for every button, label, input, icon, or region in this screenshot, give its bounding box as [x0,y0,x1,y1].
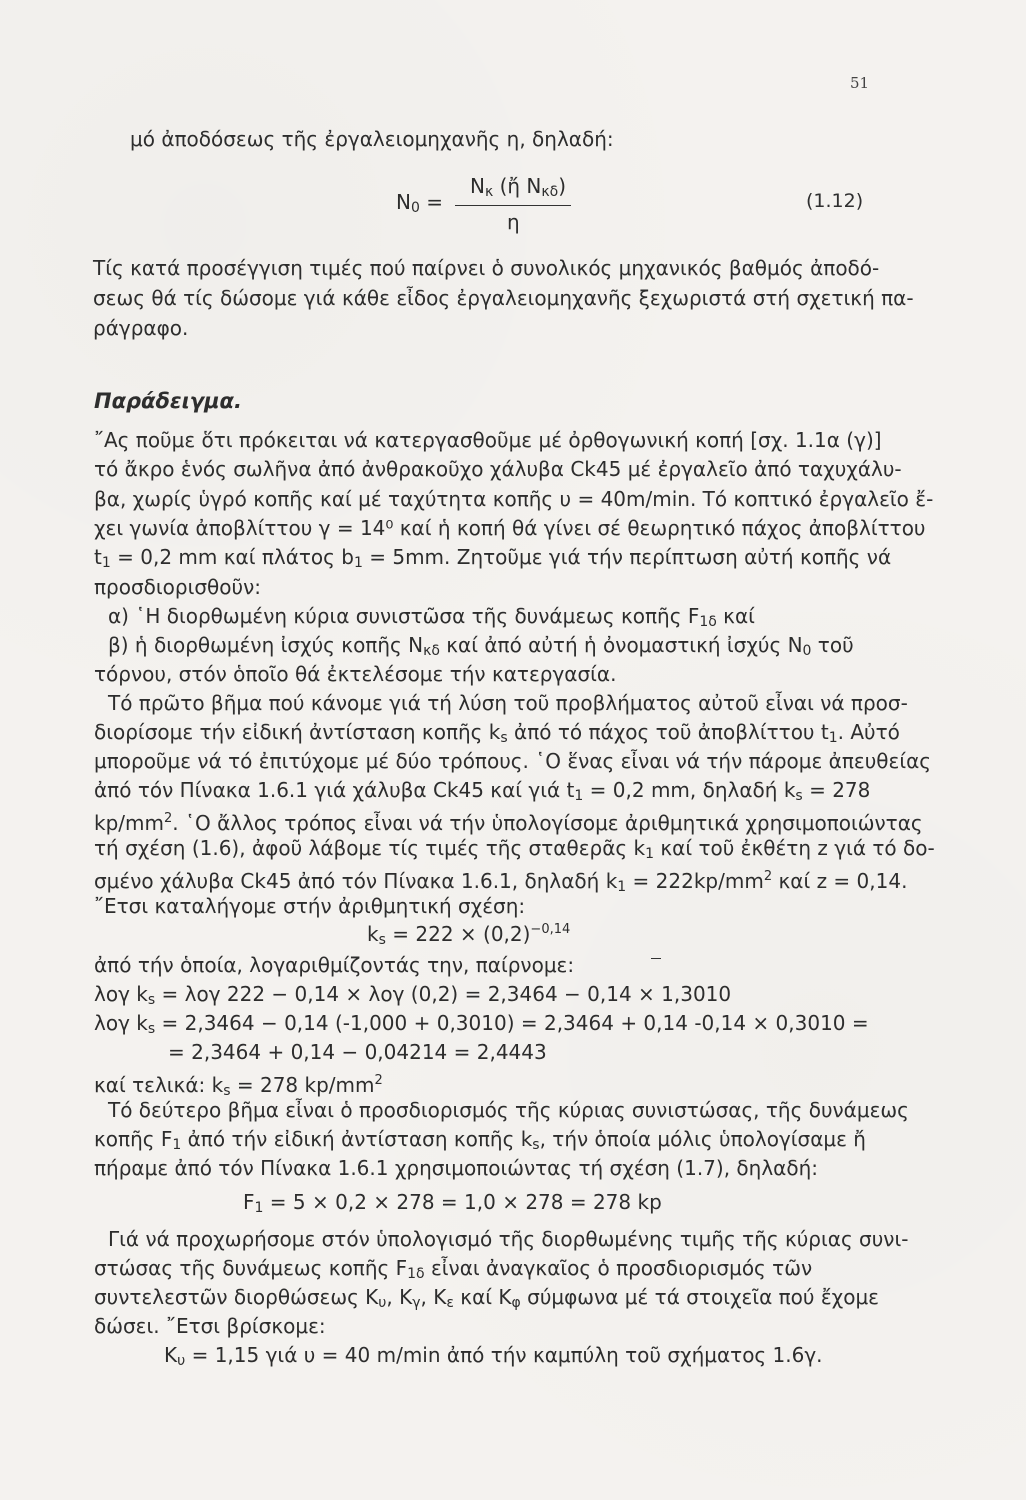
page-number: 51 [850,74,870,92]
p3-l2-sub1: s [500,730,508,746]
log-line-2 [94,1010,869,1042]
p3-l7-sup: 2 [763,869,773,884]
p6-l3-a: συντελεστῶν διορθώσεως K [94,1285,379,1309]
item-a-end: καί [716,604,755,628]
eq2-exp: −0,14 [530,922,571,937]
equation-1-number: (1.12) [806,190,864,212]
p6-l3-sub4: φ [511,1295,521,1311]
p3-l6-a: τή σχέση (1.6), ἀφοῦ λάβομε τίς τιμές τῆς σταθερᾶς k [94,836,646,860]
p5-l2-e: , τήν ὁποία μόλις ὑπολογίσαμε ἤ [539,1127,866,1151]
paragraph-3-line-6 [94,835,935,867]
p3-l7-a: σμένο χάλυβα Ck45 ἀπό τόν Πίνακα 1.6.1, δηλαδή k [94,869,618,893]
paragraph-2-line-6: προσδιορισθοῦν: [94,575,261,599]
item-b-middle: καί ἀπό αὐτή ἡ ὀνομαστική ἰσχύς N [439,633,803,657]
equation-2 [367,922,570,948]
eq4-k: K [164,1343,178,1367]
equation-3 [243,1190,662,1216]
equation-1-denominator: η [507,210,520,234]
equation-1-numerator [470,174,566,200]
paragraph-6-line-2 [94,1255,812,1287]
paragraph-1-line-3: ράγραφο. [93,316,189,340]
equation-4 [164,1343,823,1369]
final-sup: 2 [374,1073,383,1088]
section-heading: Παράδειγμα. [94,389,242,413]
line-1: μό ἀποδόσεως τῆς ἐργαλειομηχανῆς η, δηλαδή: [130,127,614,151]
final-c: = 278 kp/mm [230,1073,375,1097]
paragraph-6-line-3 [94,1284,879,1316]
p6-l2-c: εἶναι ἀναγκαῖος ὁ προσδιορισμός τῶν [424,1256,813,1280]
p2-t-symbol: t [94,545,102,569]
log1-sub: s [147,992,156,1008]
final-a: καί τελικά: k [94,1073,224,1097]
eq2-sub: s [378,932,386,948]
paragraph-5-line-1: Τό δεύτερο βῆμα εἶναι ὁ προσδιορισμός τῆς κύριας συνιστώσας, τῆς δυνάμεως [108,1098,909,1122]
p3-l2-c: ἀπό τό πάχος τοῦ ἀποβλίττου t [507,720,829,744]
p3-l4-c: = 0,2 mm, δηλαδή k [583,778,796,802]
p2-line-5-middle: = 0,2 mm καί πλάτος b [110,545,354,569]
eq2-main: = 222 × (0,2) [385,922,531,946]
eq1-num-symbol: N [470,174,485,198]
log-line-3: = 2,3464 + 0,14 − 0,04214 = 2,4443 [168,1040,547,1064]
eq4-main: = 1,15 γιά υ = 40 m/min ἀπό τήν καμπύλη τοῦ σχήματος 1.6γ. [185,1343,823,1367]
item-b-end: τοῦ [811,633,854,657]
final-sub: s [223,1083,231,1099]
eq1-equals: = [426,190,444,214]
eq3-sub: 1 [254,1200,264,1216]
p3-l6-sub: 1 [645,846,654,862]
p3-l5-c: . ῾Ο ἄλλος τρόπος εἶναι νά τήν ὑπολογίσομε ἀριθμητικά χρησιμοποιώντας [172,811,923,835]
eq3-f: F [243,1190,255,1214]
p6-l3-i: σύμφωνα μέ τά στοιχεῖα πού ἔχομε [520,1285,879,1309]
paragraph-3-line-4 [94,777,870,809]
equation-1-fraction-line [455,205,571,206]
p6-l3-sub1: υ [378,1295,387,1311]
eq1-lhs-symbol: N [396,190,411,214]
p5-l2-sub1: 1 [172,1137,182,1153]
p3-l4-a: ἀπό τόν Πίνακα 1.6.1 γιά χάλυβα Ck45 καί γιά t [94,778,575,802]
p3-l5-sup: 2 [163,811,173,826]
p3-l4-sub2: s [795,788,803,804]
p6-l3-sub3: ε [446,1295,454,1311]
paragraph-2-item-b [108,632,854,664]
p3-l2-a: διορίσομε τήν εἰδική ἀντίσταση κοπῆς k [94,720,501,744]
paragraph-4-line-1: ἀπό τήν ὁποία, λογαριθμίζοντάς την, παίρνομε: [94,953,575,977]
log-line-1 [94,981,731,1013]
paragraph-2-item-a [108,603,755,635]
log1-c: = λογ 222 − 0,14 × λογ (0,2) = 2,3464 − 0,14 × 1,3010 [155,982,732,1006]
equation-1-lhs [396,190,443,216]
p6-l3-sub2: γ [412,1295,421,1311]
log2-a: λογ k [94,1011,148,1035]
paragraph-2-line-4: χει γωνία ἀποβλίττου γ = 14⁰ καί ἡ κοπή θά γίνει σέ θεωρητικό πάχος ἀποβλίττου [94,516,926,540]
paragraph-2-line-3: βα, χωρίς ὑγρό κοπῆς καί μέ ταχύτητα κοπῆς υ = 40m/min. Τό κοπτικό ἐργαλεῖο ἔ- [94,487,934,511]
p6-l2-sub: 1δ [407,1266,425,1282]
p3-l2-sub2: 1 [828,730,838,746]
p3-l6-c: καί τοῦ ἐκθέτη z γιά τό δο- [654,836,935,860]
paragraph-2-line-2: τό ἄκρο ἑνός σωλῆνα ἀπό ἀνθρακοῦχο χάλυβα Ck45 μέ ἐργαλεῖο ἀπό ταχυχάλυ- [94,457,902,481]
p5-l2-sub2: s [532,1137,540,1153]
p6-l2-a: στώσας τῆς δυνάμεως κοπῆς F [94,1256,408,1280]
paragraph-3-line-8: ῎Ετσι καταλήγομε στήν ἀριθμητική σχέση: [94,894,526,918]
p3-l5-a: kp/mm [94,811,164,835]
p3-l2-e: . Αὐτό [837,720,900,744]
p6-l3-g: καί K [453,1285,512,1309]
p6-l3-e: , K [420,1285,447,1309]
log2-c: = 2,3464 − 0,14 (-1,000 + 0,3010) = 2,3464 + 0,14 -0,14 × 0,3010 = [155,1011,869,1035]
paragraph-1-line-2: σεως θά τίς δώσομε γιά κάθε εἶδος ἐργαλειομηχανῆς ξεχωριστά στή σχετική πα- [93,286,914,310]
paragraph-2-line-5 [94,544,891,576]
paragraph-1-line-1: Τίς κατά προσέγγιση τιμές πού παίρνει ὁ συνολικός μηχανικός βαθμός ἀποδό- [93,256,880,280]
eq1-num-rest-sub: κδ [541,184,559,200]
paragraph-6-line-1: Γιά νά προχωρήσομε στόν ὑπολογισμό τῆς διορθωμένης τιμῆς τῆς κύριας συνι- [108,1227,909,1251]
item-b-sub2: 0 [802,643,812,659]
eq1-num-rest: (ἤ N [499,174,542,198]
eq1-num-sub: κ [484,184,494,200]
paragraph-3-line-5 [94,806,923,836]
item-b-text: β) ἡ διορθωμένη ἰσχύς κοπῆς N [108,633,424,657]
p2-b-sub: 1 [353,555,363,571]
eq4-sub: υ [177,1353,186,1369]
paragraph-3-line-2 [94,719,900,751]
paragraph-5-line-2 [94,1126,866,1158]
log1-a: λογ k [94,982,148,1006]
eq1-lhs-sub: 0 [410,200,420,216]
p5-l2-c: ἀπό τήν εἰδική ἀντίσταση κοπῆς k [181,1127,533,1151]
item-a-sub: 1δ [699,614,717,630]
p2-line-5-end: = 5mm. Ζητοῦμε γιά τήν περίπτωση αὐτή κοπῆς νά [362,545,892,569]
p5-l2-a: κοπῆς F [94,1127,173,1151]
log2-sub: s [147,1021,156,1037]
item-a-text: α) ῾Η διορθωμένη κύρια συνιστῶσα τῆς δυνάμεως κοπῆς F [108,604,700,628]
p3-l7-e: καί z = 0,14. [772,869,908,893]
p3-l4-e: = 278 [802,778,871,802]
eq2-k: k [367,922,379,946]
item-b-sub: κδ [423,643,440,659]
p3-l4-sub1: 1 [574,788,584,804]
eq1-num-rest-end: ) [558,174,567,198]
p3-l7-sub: 1 [617,879,627,895]
overbar-mark [651,958,661,959]
p3-l7-c: = 222kp/mm [626,869,764,893]
paragraph-3-line-1: Τό πρῶτο βῆμα πού κάνομε γιά τή λύση τοῦ προβλήματος αὐτοῦ εἶναι νά προσ- [108,691,908,715]
p6-l3-c: , K [386,1285,413,1309]
paragraph-2-line-9: τόρνου, στόν ὁποῖο θά ἐκτελέσομε τήν κατεργασία. [94,662,617,686]
eq3-main: = 5 × 0,2 × 278 = 1,0 × 278 = 278 kp [263,1190,662,1214]
paragraph-6-line-4: δώσει. ῎Ετσι βρίσκομε: [94,1314,326,1338]
paragraph-3-line-3: μποροῦμε νά τό ἐπιτύχομε μέ δύο τρόπους. ῾Ο ἕνας εἶναι νά τήν πάρομε ἀπευθείας [94,749,932,773]
p2-t-sub: 1 [101,555,111,571]
paragraph-2-line-1: ῎Ας ποῦμε ὅτι πρόκειται νά κατεργασθοῦμε μέ ὀρθογωνική κοπή [σχ. 1.1α (γ)] [94,428,882,452]
paragraph-5-line-3: πήραμε ἀπό τόν Πίνακα 1.6.1 χρησιμοποιώντας τή σχέση (1.7), δηλαδή: [94,1156,818,1180]
